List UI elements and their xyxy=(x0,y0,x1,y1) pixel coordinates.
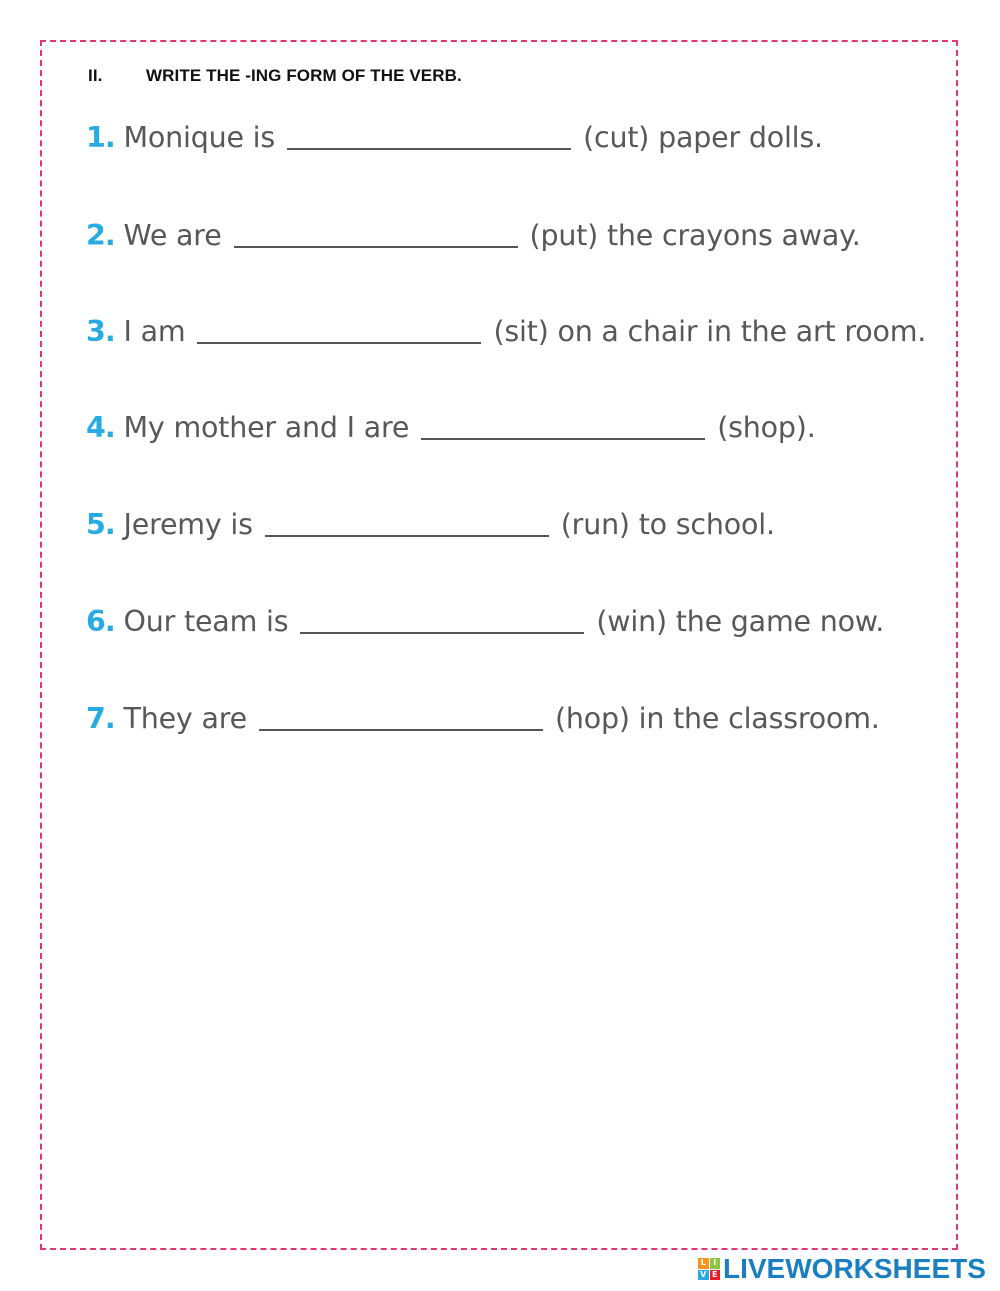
logo-mark-tile: I xyxy=(710,1258,721,1269)
exercise-item-7 xyxy=(86,699,880,739)
sentence-start: They are xyxy=(123,702,247,735)
instruction-text: WRITE THE -ING FORM OF THE VERB. xyxy=(146,66,462,85)
sentence-start: I am xyxy=(123,315,186,348)
exercise-item-2 xyxy=(86,216,861,256)
logo-mark-tile: E xyxy=(710,1270,721,1281)
sentence-start: Jeremy is xyxy=(123,508,253,541)
sentence-start: Our team is xyxy=(123,605,289,638)
exercise-item-5 xyxy=(86,505,775,545)
item-number: 4. xyxy=(86,411,115,444)
sentence-end: (shop). xyxy=(717,411,816,444)
logo-mark-tile: L xyxy=(698,1258,709,1269)
sentence-end: (win) the game now. xyxy=(596,605,885,638)
exercise-item-6 xyxy=(86,602,884,642)
answer-blank-1[interactable] xyxy=(287,147,571,150)
answer-blank-2[interactable] xyxy=(234,245,518,248)
item-number: 1. xyxy=(86,121,115,154)
liveworksheets-mark-icon xyxy=(698,1258,720,1280)
sentence-end: (sit) on a chair in the art room. xyxy=(493,315,927,348)
exercise-item-4 xyxy=(86,408,816,448)
sentence-start: We are xyxy=(123,219,222,252)
logo-text: LIVEWORKSHEETS xyxy=(723,1253,986,1284)
instruction-heading xyxy=(88,66,462,86)
exercise-item-3 xyxy=(86,312,926,352)
sentence-end: (run) to school. xyxy=(560,508,775,541)
item-number: 6. xyxy=(86,605,115,638)
sentence-start: Monique is xyxy=(123,121,276,154)
sentence-end: (cut) paper dolls. xyxy=(583,121,823,154)
item-number: 2. xyxy=(86,219,115,252)
answer-blank-3[interactable] xyxy=(197,341,481,344)
answer-blank-5[interactable] xyxy=(265,534,549,537)
answer-blank-6[interactable] xyxy=(300,631,584,634)
sentence-end: (put) the crayons away. xyxy=(529,219,861,252)
exercise-item-1 xyxy=(86,118,823,158)
sentence-end: (hop) in the classroom. xyxy=(554,702,880,735)
sentence-start: My mother and I are xyxy=(123,411,410,444)
answer-blank-7[interactable] xyxy=(259,728,543,731)
item-number: 7. xyxy=(86,702,115,735)
logo-mark-tile: V xyxy=(698,1270,709,1281)
section-number: II. xyxy=(88,66,103,85)
item-number: 3. xyxy=(86,315,115,348)
answer-blank-4[interactable] xyxy=(421,437,705,440)
liveworksheets-logo[interactable] xyxy=(698,1254,986,1284)
item-number: 5. xyxy=(86,508,115,541)
